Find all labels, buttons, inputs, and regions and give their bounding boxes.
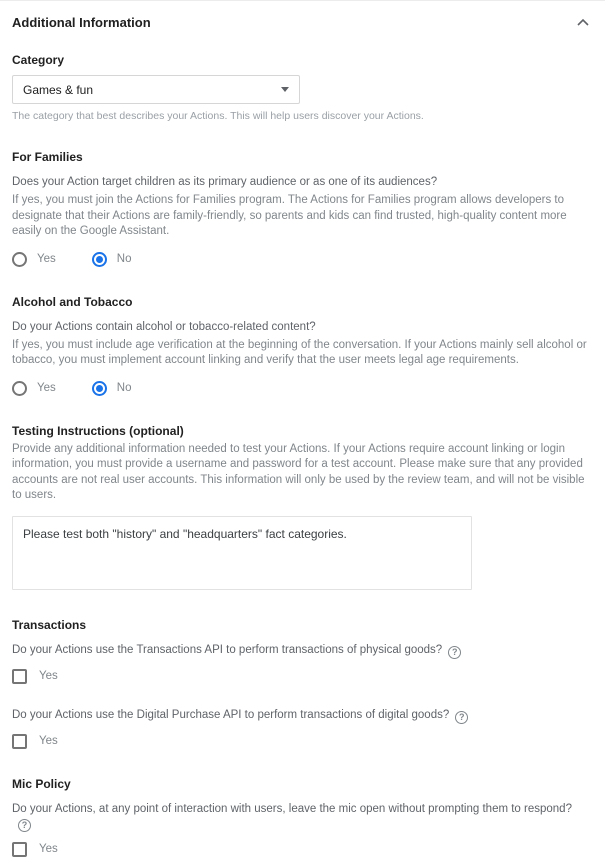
help-icon[interactable]: ? <box>18 819 31 832</box>
category-label: Category <box>12 53 65 67</box>
page-title: Additional Information <box>12 14 151 30</box>
radio-icon <box>92 252 107 267</box>
for-families-radio-no[interactable] <box>92 252 132 267</box>
radio-label: No <box>116 253 132 265</box>
radio-icon <box>92 381 107 396</box>
help-icon[interactable]: ? <box>455 711 468 724</box>
transactions-question-digital <box>12 708 591 724</box>
transactions-question-physical <box>12 643 591 659</box>
radio-label: Yes <box>37 382 56 394</box>
mic-policy-title: Mic Policy <box>12 776 71 791</box>
radio-label: No <box>116 382 132 394</box>
alcohol-tobacco-question: Do your Actions contain alcohol or tobacco-related content? <box>12 320 316 333</box>
question-text: Do your Actions, at any point of interaction with users, leave the mic open without prompting them to respond? <box>12 802 572 815</box>
testing-instructions-description: Provide any additional information needed to test your Actions. If your Actions require account linking or login information, you must provide a username and password for a test account. Please make sure that any provided accounts are not real user accounts. This information will only be used by the review team, and will not be visible to users. <box>12 442 585 501</box>
for-families-radio-yes[interactable] <box>12 252 56 267</box>
mic-policy-question <box>12 802 578 832</box>
alcohol-tobacco-title: Alcohol and Tobacco <box>12 294 133 309</box>
radio-icon <box>12 252 27 267</box>
question-text: Do your Actions use the Digital Purchase API to perform transactions of digital goods? <box>12 708 450 721</box>
transactions-title: Transactions <box>12 617 87 632</box>
dropdown-caret-icon <box>281 87 289 92</box>
checkbox-label: Yes <box>39 843 58 855</box>
for-families-title: For Families <box>12 150 83 164</box>
alcohol-tobacco-radio-yes[interactable] <box>12 381 56 396</box>
checkbox-icon <box>12 842 27 857</box>
alcohol-tobacco-radio-group <box>12 381 591 396</box>
alcohol-tobacco-radio-no[interactable] <box>92 381 132 396</box>
for-families-description: If yes, you must join the Actions for Families program. The Actions for Families program allows developers to designate that their Actions are family-friendly, so parents and kids can find trusted, high-quality content more easily on the Google Assistant. <box>12 194 567 237</box>
category-select[interactable] <box>12 75 300 104</box>
alcohol-tobacco-description: If yes, you must include age verification at the beginning of the conversation. If your Actions mainly sell alcohol or tobacco, you must implement account linking and verify that the user meets legal age requirements. <box>12 338 587 366</box>
for-families-radio-group <box>12 252 591 267</box>
testing-instructions-title: Testing Instructions (optional) <box>12 423 184 438</box>
mic-policy-checkbox-row[interactable] <box>12 842 591 857</box>
collapse-section-button[interactable] <box>575 16 591 28</box>
transactions-digital-checkbox-row[interactable] <box>12 734 591 749</box>
transactions-physical-checkbox-row[interactable] <box>12 669 591 684</box>
radio-label: Yes <box>37 253 56 265</box>
help-icon[interactable]: ? <box>448 646 461 659</box>
category-helper-text: The category that best describes your Actions. This will help users discover your Actions. <box>12 110 424 122</box>
radio-icon <box>12 381 27 396</box>
for-families-question: Does your Action target children as its primary audience or as one of its audiences? <box>12 176 438 188</box>
checkbox-icon <box>12 734 27 749</box>
panel-header <box>12 13 591 31</box>
checkbox-icon <box>12 669 27 684</box>
chevron-up-icon <box>577 18 589 26</box>
question-text: Do your Actions use the Transactions API to perform transactions of physical goods? <box>12 643 443 656</box>
checkbox-label: Yes <box>39 735 58 747</box>
testing-instructions-textarea[interactable] <box>12 516 472 590</box>
checkbox-label: Yes <box>39 670 58 682</box>
category-selected-value: Games & fun <box>23 82 94 97</box>
